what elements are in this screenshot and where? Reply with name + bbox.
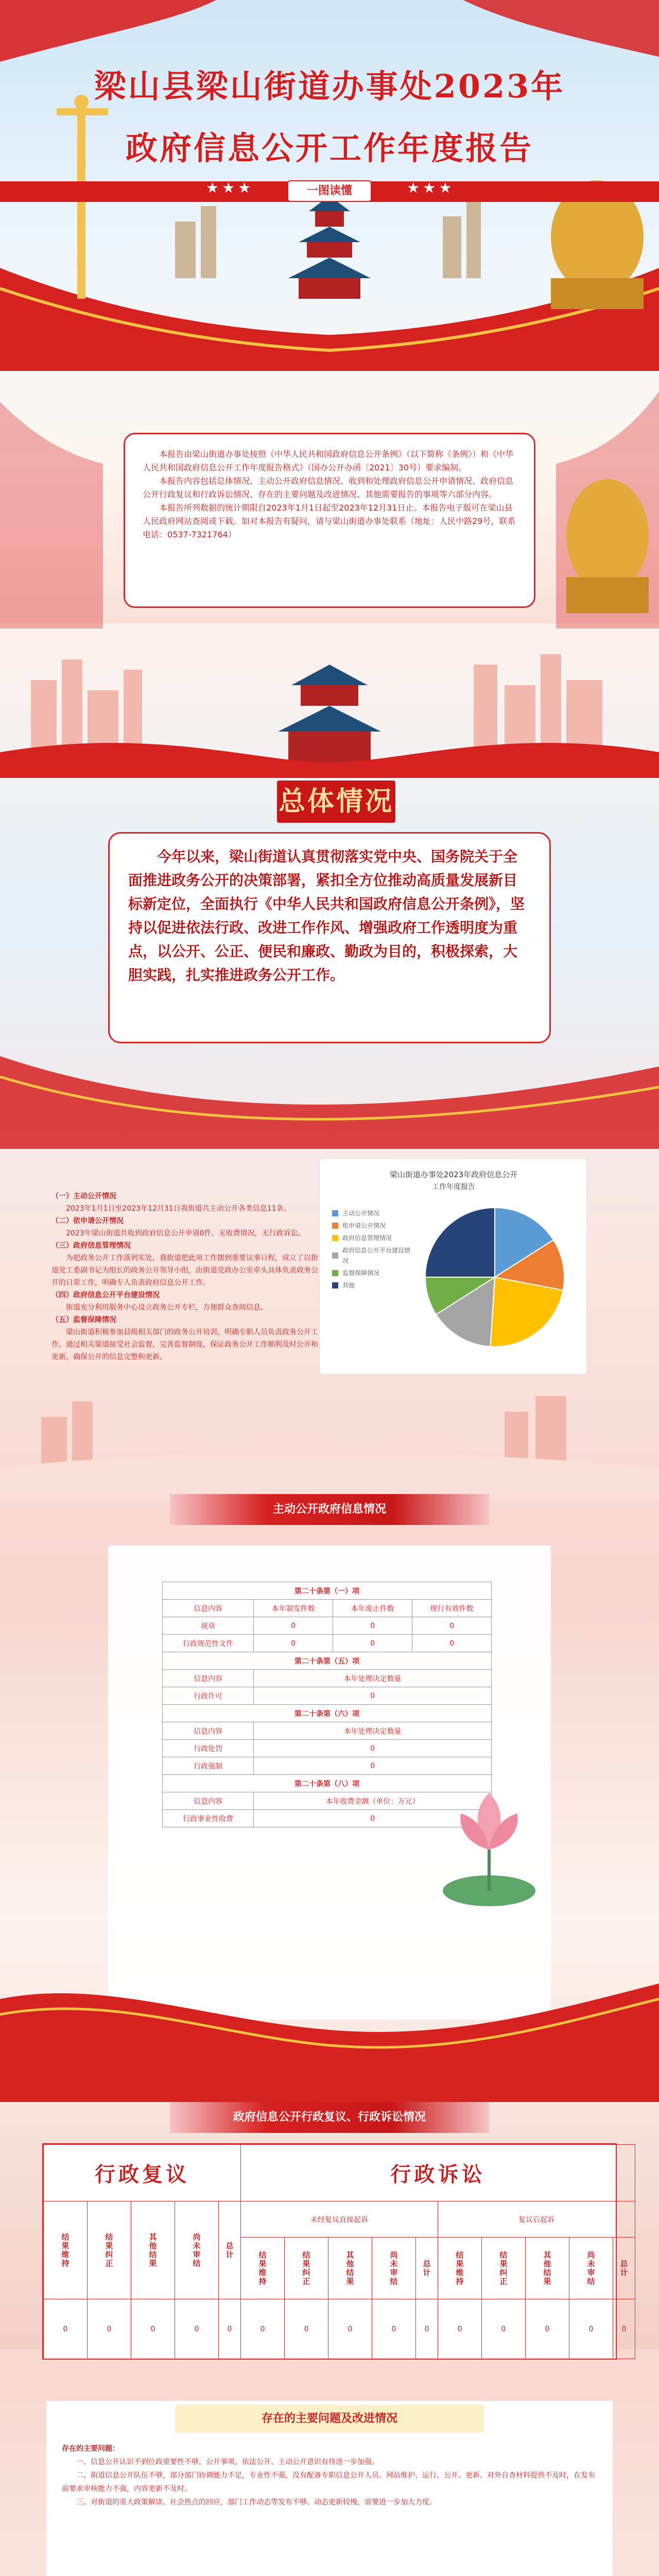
table-cell: 0 — [254, 1810, 492, 1827]
city-skyline — [0, 1386, 659, 1499]
pie-chart — [418, 1200, 577, 1360]
after-review-header: 复议后起诉 — [438, 2201, 635, 2238]
problems-lead: 存在的主要问题： — [62, 2445, 119, 2453]
chart-subtitle: 工作年度报告 — [432, 1183, 475, 1191]
table-cell: 0 — [613, 2299, 635, 2359]
legend-label: 其他 — [342, 1282, 355, 1289]
status-item — [51, 1190, 319, 1215]
table-header-cell: 本年处理决定数量 — [254, 1670, 492, 1687]
problem-item: 三、对街道的重大政策解读、社会热点的回应，部门工作动态等发布不够。动态更新较慢，需要进一步加大力度。 — [76, 2498, 437, 2506]
legend-swatch — [332, 1270, 338, 1276]
report-title-line2: 政府信息公开工作年度报告 — [125, 129, 533, 167]
temple-icon — [288, 196, 371, 299]
direct-suit-header: 未经复议直接起诉 — [241, 2201, 438, 2238]
table-cell: 0 — [131, 2299, 175, 2359]
city-skyline — [0, 608, 659, 778]
legend-item — [332, 1280, 414, 1291]
pie-slice — [425, 1208, 495, 1277]
table-cell: 0 — [333, 1617, 412, 1635]
legend-label: 依申请公开情况 — [342, 1222, 386, 1229]
legend-swatch — [332, 1282, 338, 1289]
table-header-cell: 信息内容 — [163, 1722, 254, 1740]
table-cell: 规章 — [163, 1617, 254, 1635]
table-cell: 0 — [328, 2299, 372, 2359]
table-header-cell: 结果维持 — [241, 2238, 285, 2299]
problems-banner: 存在的主要问题及改进情况 — [175, 2405, 484, 2433]
table-header-cell: 信息内容 — [163, 1670, 254, 1687]
chart-title: 梁山街道办事处2023年政府信息公开 — [389, 1170, 518, 1179]
stars-right: ★★★ — [407, 179, 455, 196]
table-header-row — [163, 1722, 492, 1740]
table-cell: 行政处罚 — [163, 1740, 254, 1757]
table-cell: 0 — [254, 1757, 492, 1775]
active-disclosure-banner: 主动公开政府信息情况 — [170, 1494, 489, 1525]
table-section-title: 第二十条第（六）项 — [163, 1705, 492, 1722]
table-header-cell: 现行有效件数 — [412, 1600, 492, 1617]
table-cell: 0 — [241, 2299, 285, 2359]
table-header-cell: 本年处理决定数量 — [254, 1722, 492, 1740]
table-header-cell: 尚未审结 — [175, 2201, 219, 2299]
pie-slice — [491, 1277, 563, 1347]
status-item-head: （二）依申请公开情况 — [51, 1217, 124, 1225]
legend-label: 监督保障情况 — [342, 1269, 380, 1277]
problem-item: 二、街道信息公开队伍不够，部分部门协调能力不足，专业性不强，没有配备专职信息公开人员。网站维护、运行、公开、更新、对外自查材料提供不及时，在发布前要求审核能力不强，内容更新不及时。 — [62, 2471, 595, 2493]
table-cell: 0 — [254, 1687, 492, 1705]
table-cell: 0 — [412, 1617, 492, 1635]
table-header-cell: 结果维持 — [438, 2238, 482, 2299]
temple-icon — [278, 665, 381, 762]
legend-swatch — [332, 1223, 338, 1229]
table-ribbon — [0, 1937, 659, 2102]
overview-text: 今年以来，梁山街道认真贯彻落实党中央、国务院关于全面推进政务公开的决策部署，紧扣全方位推动高质量发展新目标新定位，全面执行《中华人民共和国政府信息公开条例》，坚持以促进依法行政、改进工作作风、增强政府工作透明度为重点，以公开、公正、便民和廉政、勤政为目的，积极探索，大胆实践，扎实推进政务公开工作。 — [128, 848, 525, 984]
table-cell: 0 — [88, 2299, 131, 2359]
table-header-cell: 结果纠正 — [285, 2238, 328, 2299]
table-header-cell: 本年制发件数 — [254, 1600, 333, 1617]
table-cell: 行政规范性文件 — [163, 1635, 254, 1652]
status-item-body: 2023年梁山街道共收到政府信息公开申请0件，无收费情况，无行政诉讼。 — [66, 1229, 305, 1238]
table-header-cell: 其他结果 — [328, 2238, 372, 2299]
legend-item — [332, 1208, 414, 1218]
table-section-title: 第二十条第（一）项 — [163, 1582, 492, 1600]
table-header-cell: 尚未审结 — [569, 2238, 613, 2299]
stars-left: ★★★ — [206, 179, 254, 196]
legend-label: 主动公开情况 — [342, 1210, 380, 1217]
table-header-cell: 总计 — [219, 2201, 241, 2299]
table-row — [163, 1617, 492, 1635]
legend-label: 政府信息管理情况 — [342, 1234, 392, 1242]
intro-paragraph: 本报告内容包括总体情况、主动公开政府信息情况、收到和处理政府信息公开申请情况、政府信息公开行政复议和行政诉讼情况、存在的主要问题及改进情况、其他需要报告的事项等六部分内容。 — [143, 476, 514, 499]
status-item-head: （三）政府信息管理情况 — [51, 1242, 131, 1250]
table-header-row — [163, 1600, 492, 1617]
status-item-body: 2023年1月1日至2023年12月31日我街道共主动公开各类信息11条。 — [66, 1205, 291, 1213]
pie-chart-panel — [319, 1158, 587, 1375]
table-header-cell: 结果纠正 — [88, 2201, 131, 2299]
legend-item — [332, 1233, 414, 1243]
table-cell: 0 — [526, 2299, 569, 2359]
status-item — [51, 1240, 319, 1289]
table-row — [163, 1687, 492, 1705]
table-cell: 0 — [416, 2299, 438, 2359]
table-row — [163, 1740, 492, 1757]
lotus-icon — [443, 1793, 535, 1906]
table-header-cell: 结果纠正 — [482, 2238, 526, 2299]
table-header-cell: 信息内容 — [163, 1600, 254, 1617]
table-cell: 0 — [482, 2299, 526, 2359]
table-header-cell: 信息内容 — [163, 1792, 254, 1810]
legend-swatch — [332, 1235, 338, 1241]
chart-legend — [332, 1208, 414, 1293]
lotus-decoration — [438, 1772, 541, 1927]
table-cell: 0 — [412, 1635, 492, 1652]
status-item-head: （五）监督保障情况 — [51, 1316, 116, 1324]
status-item-body: 梁山街道积极参加县级相关部门的政务公开培训，明确专职人员负责政务公开工作，通过相关渠道接受社会监督，完善监督制度，保证政务公开工作顺利及时公开和更新，确保公开的信息完整和更新。 — [51, 1328, 318, 1361]
table-cell: 行政事业性收费 — [163, 1810, 254, 1827]
status-item — [51, 1215, 319, 1240]
intro-paragraph: 本报告由梁山街道办事处按照《中华人民共和国政府信息公开条例》（以下简称《条例》）和《中华人民共和国政府信息公开工作年度报告格式》（国办公开办函〔2021〕30号）要求编制。 — [143, 449, 514, 472]
legend-label: 政府信息公开平台建设情况 — [342, 1247, 411, 1264]
overview-section-tag: 总体情况 — [277, 781, 395, 823]
table-header-cell: 总计 — [416, 2238, 438, 2299]
table-header-cell: 尚未审结 — [372, 2238, 416, 2299]
table-cell: 0 — [254, 1740, 492, 1757]
table-row — [163, 1635, 492, 1652]
intro-panel — [124, 433, 535, 608]
table-cell: 0 — [285, 2299, 328, 2359]
status-item-head: （一）主动公开情况 — [51, 1192, 116, 1200]
table-cell: 0 — [569, 2299, 613, 2359]
table-section-title: 第二十条第（八）项 — [163, 1775, 492, 1792]
table-cell: 0 — [44, 2299, 88, 2359]
legend-item — [332, 1245, 414, 1266]
legend-item — [332, 1268, 414, 1278]
table-header-cell: 结果维持 — [44, 2201, 88, 2299]
table-row — [44, 2299, 635, 2359]
table-cell: 0 — [438, 2299, 482, 2359]
table-header-cell: 其他结果 — [131, 2201, 175, 2299]
review-lawsuit-panel — [42, 2143, 629, 2360]
lawsuit-header: 行政诉讼 — [241, 2145, 635, 2201]
table-cell: 0 — [254, 1635, 333, 1652]
lion-statue-icon — [566, 479, 649, 613]
table-cell: 行政许可 — [163, 1687, 254, 1705]
table-cell: 0 — [219, 2299, 241, 2359]
status-list — [51, 1190, 319, 1363]
intro-paragraph: 本报告所列数据的统计期限自2023年1月1日起至2023年12月31日止。本报告电子版可在梁山县人民政府网站查阅或下载。如对本报告有疑问，请与梁山街道办事处联系（地址：人民中路29号，联系电话：0537-7321764） — [143, 503, 516, 539]
status-item-body: 街道充分利用服务中心设立政务公开专栏，方便群众查阅信息。 — [66, 1303, 268, 1312]
table-cell: 行政强制 — [163, 1757, 254, 1775]
status-item — [51, 1314, 319, 1363]
status-item — [51, 1289, 319, 1314]
table-cell: 0 — [333, 1635, 412, 1652]
review-lawsuit-banner: 政府信息公开行政复议、行政诉讼情况 — [170, 2102, 489, 2133]
overview-panel — [108, 832, 551, 1043]
table-header-cell: 本年收费金额（单位：万元） — [254, 1792, 492, 1810]
problems-panel — [46, 2401, 613, 2576]
read-at-a-glance-chip: 一图读懂 — [287, 180, 372, 202]
table-header-cell: 总计 — [613, 2238, 635, 2299]
problem-item: 一、信息公开认识不到位政重要性不够，公开事项，依法公开、主动公开意识有待进一步加强。 — [76, 2458, 379, 2466]
review-header: 行政复议 — [44, 2145, 241, 2201]
table-cell: 0 — [372, 2299, 416, 2359]
status-item-body: 为把政务公开工作落到实处，我街道把此项工作摆到重要议事日程，成立了以街道党工委副书记为组长的政务公开领导小组，由街道党政办公室牵头具体负责政务公开的日常工作，明确专人负责政府信息公开工作。 — [51, 1254, 318, 1287]
table-header-row — [163, 1670, 492, 1687]
legend-swatch — [332, 1210, 338, 1216]
legend-item — [332, 1221, 414, 1231]
table-cell: 0 — [254, 1617, 333, 1635]
table-section-title: 第二十条第（五）项 — [163, 1652, 492, 1670]
table-header-cell: 其他结果 — [526, 2238, 569, 2299]
overview-ribbon — [0, 1046, 659, 1149]
review-lawsuit-table — [43, 2144, 635, 2359]
report-title-line1: 梁山县梁山街道办事处2023年 — [94, 67, 565, 105]
problems-list — [62, 2442, 597, 2509]
status-item-head: （四）政府信息公开平台建设情况 — [51, 1291, 160, 1299]
legend-swatch — [332, 1252, 338, 1259]
table-header-cell: 本年废止件数 — [333, 1600, 412, 1617]
table-cell: 0 — [175, 2299, 219, 2359]
